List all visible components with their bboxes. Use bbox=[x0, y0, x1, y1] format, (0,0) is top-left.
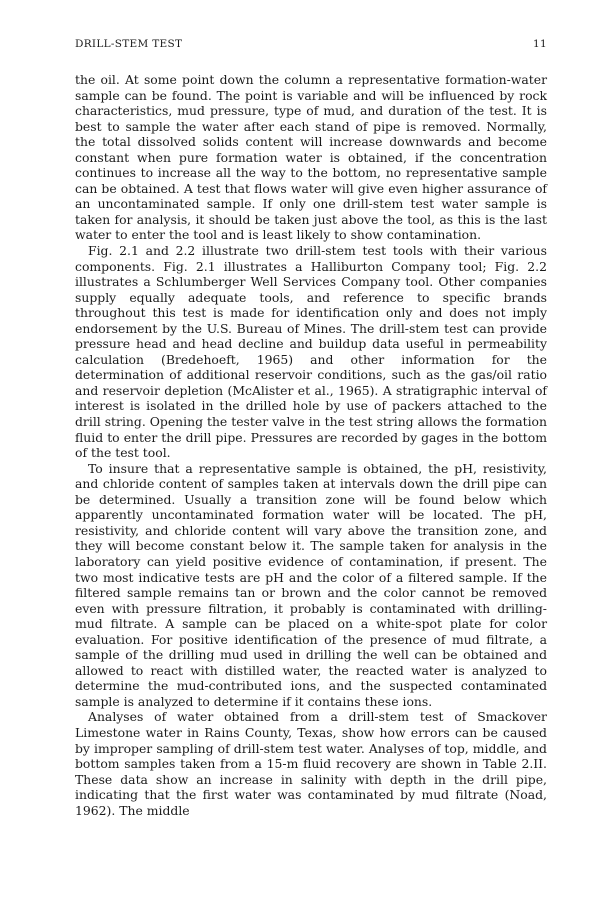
body-text bbox=[75, 72, 547, 818]
running-head bbox=[75, 38, 547, 54]
page-number: 11 bbox=[533, 38, 547, 50]
paragraph-drill-stem-tools: Fig. 2.1 and 2.2 illustrate two drill-stem test tools with their various components. Fig. 2.1 illustrates a Halliburton Company tool; Fig. 2.2 illustrates a Schlumberger Well Services Company tool. Other companies supply equally adequate tools, and reference to specific brands throughout this test is made for identification only and does not imply endorsement by the U.S. Bureau of Mines. The drill-stem test can provide pressure head and head decline and buildup data useful in permeability calculation (Bredehoeft, 1965) and other information for the determination of additional reservoir conditions, such as the gas/oil ratio and reservoir depletion (McAlister et al., 1965). A stratigraphic interval of interest is isolated in the drilled hole by use of packers attached to the drill string. Opening the tester valve in the test string allows the formation fluid to enter the drill pipe. Pressures are recorded by gages in the bottom of the test tool. bbox=[75, 243, 547, 461]
running-title: DRILL-STEM TEST bbox=[75, 38, 183, 50]
paragraph-smackover-analyses: Analyses of water obtained from a drill-stem test of Smackover Limestone water in Rains County, Texas, show how errors can be caused by improper sampling of drill-stem test water. Analyses of top, middle, and bottom samples taken from a 15-m fluid recovery are shown in Table 2.II. These data show an increase in salinity with depth in the drill pipe, indicating that the first water was contaminated by mud filtrate (Noad, 1962). The middle bbox=[75, 709, 547, 818]
book-page bbox=[75, 38, 547, 818]
paragraph-representative-sample: To insure that a representative sample is obtained, the pH, resistivity, and chloride content of samples taken at intervals down the drill pipe can be determined. Usually a transition zone will be found below which apparently uncontaminated formation water will be located. The pH, resistivity, and chloride content will vary above the transition zone, and they will become constant below it. The sample taken for analysis in the laboratory can yield positive evidence of contamination, if present. The two most indicative tests are pH and the color of a filtered sample. If the filtered sample remains tan or brown and the color cannot be removed even with pressure filtration, it probably is contaminated with drilling-mud filtrate. A sample can be placed on a white-spot plate for color evaluation. For positive identification of the presence of mud filtrate, a sample of the drilling mud used in drilling the well can be obtained and allowed to react with distilled water, the reacted water is analyzed to determine the mud-contributed ions, and the suspected contaminated sample is analyzed to determine if it contains these ions. bbox=[75, 460, 547, 709]
paragraph-continued: the oil. At some point down the column a representative formation-water sample can be found. The point is variable and will be influenced by rock characteristics, mud pressure, type of mud, and duration of the test. It is best to sample the water after each stand of pipe is removed. Normally, the total dissolved solids content will increase downwards and become constant when pure formation water is obtained, if the concentration continues to increase all the way to the bottom, no representative sample can be obtained. A test that flows water will give even higher assurance of an uncontaminated sample. If only one drill-stem test water sample is taken for analysis, it should be taken just above the tool, as this is the last water to enter the tool and is least likely to show contamination. bbox=[75, 72, 547, 243]
